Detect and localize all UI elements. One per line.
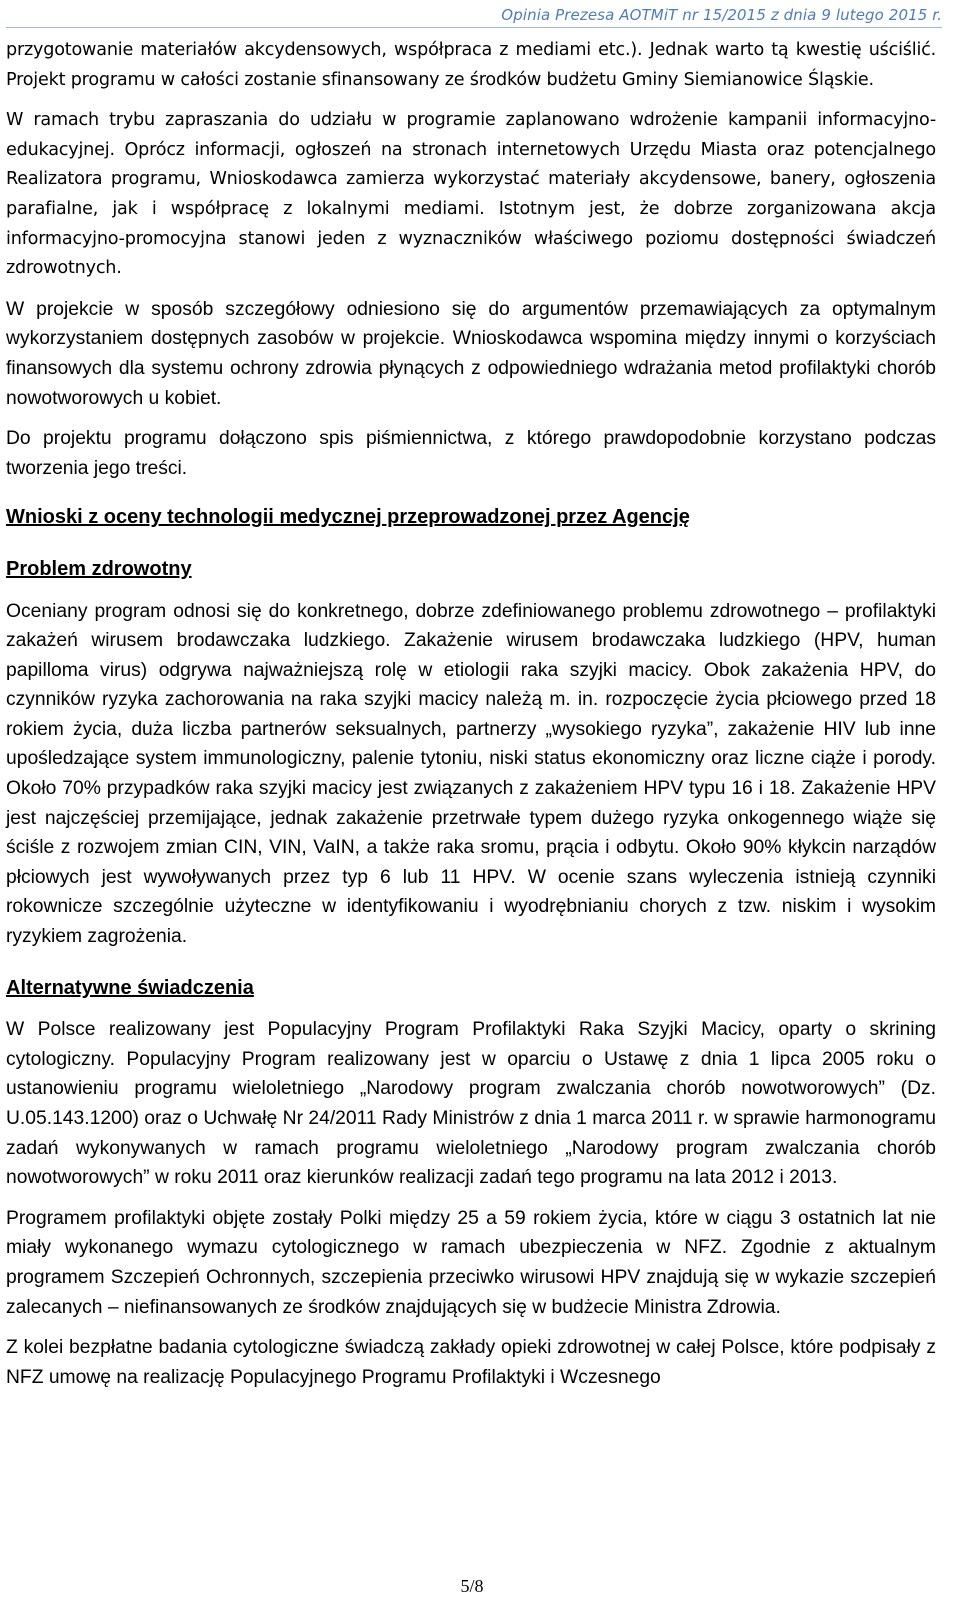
section-heading-conclusions: Wnioski z oceny technologii medycznej przeprowadzonej przez Agencję (6, 506, 690, 529)
paragraph-resources: W projekcie w sposób szczegółowy odniesiono się do argumentów przemawiających za optymalnym wykorzystaniem dostępnych zasobów w projekcie. Wnioskodawca wspomina między innymi o korzyściach finansowych dla systemu ochrony zdrowia płynących z odpowiedniego wdrażania metod profilaktyki chorób nowotworowych u kobiet. (6, 298, 936, 409)
paragraph-bibliography: Do projektu programu dołączono spis piśmiennictwa, z którego prawdopodobnie korzystano podczas tworzenia jego treści. (6, 428, 936, 479)
paragraph-health-problem: Oceniany program odnosi się do konkretnego, dobrze zdefiniowanego problemu zdrowotnego – profilaktyki zakażeń wirusem brodawczaka ludzkiego. Zakażenie wirusem brodawczaka ludzkiego (HPV, human papilloma virus) odgrywa najważniejszą rolę w etiologii raka szyjki macicy. Obok zakażenia HPV, do czynników ryzyka zachorowania na raka szyjki macicy należą m. in. rozpoczęcie życia płciowego przed 18 rokiem życia, duża liczba partnerów seksualnych, partnerzy „wysokiego ryzyka”, zakażenie HIV lub inne upośledzające system immunologiczny, palenie tytoniu, niski status ekonomiczny oraz liczne ciąże i porody. Około 70% przypadków raka szyjki macicy jest związanych z zakażeniem HPV typu 16 i 18. Zakażenie HPV jest najczęściej przemijające, jednak zakażenie przetrwałe typem dużego ryzyka onkogennego wiąże się ściśle z rozwojem zmian CIN, VIN, VaIN, a także raka sromu, prącia i odbytu. Około 90% kłykcin narządów płciowych jest wywoływanych przez typ 6 lub 11 HPV. W ocenie szans wyleczenia istnieją czynniki rokownicze szczególnie użyteczne w identyfikowaniu i wyodrębnianiu chorych z tzw. niskim i wysokim ryzykiem zagrożenia. (6, 600, 936, 948)
section-heading-alternatives: Alternatywne świadczenia (6, 976, 254, 999)
paragraph-alternatives-2: Programem profilaktyki objęte zostały Polki między 25 a 59 rokiem życia, które w ciągu 3 ostatnich lat nie miały wykonanego wymazu cytologicznego w ramach ubezpieczenia w NFZ. Zgodnie z aktualnym programem Szczepień Ochronnych, szczepienia przeciwko wirusowi HPV znajdują się w wykazie szczepień zalecanych – niefinansowanych ze środków znajdujących się w budżecie Ministra Zdrowia. (6, 1207, 936, 1318)
section-heading-health-problem: Problem zdrowotny (6, 557, 192, 580)
paragraph-alternatives-1: W Polsce realizowany jest Populacyjny Program Profilaktyki Raka Szyjki Macicy, oparty o skrining cytologiczny. Populacyjny Program realizowany jest w oparciu o Ustawę z dnia 1 lipca 2005 roku o ustanowieniu programu wieloletniego „Narodowy program zwalczania chorób nowotworowych” (Dz. U.05.143.1200) oraz o Uchwałę Nr 24/2011 Rady Ministrów z dnia 1 marca 2011 r. w sprawie harmonogramu zadań wykonywanych w ramach programu wieloletniego „Narodowy program zwalczania chorób nowotworowych” w roku 2011 oraz kierunków realizacji zadań tego programu na lata 2012 i 2013. (6, 1019, 936, 1189)
page-number: 5/8 (460, 1576, 484, 1596)
paragraph-alternatives-3: Z kolei bezpłatne badania cytologiczne świadczą zakłady opieki zdrowotnej w całej Polsce, które podpisały z NFZ umowę na realizację Populacyjnego Programu Profilaktyki i Wczesnego (6, 1337, 936, 1388)
paragraph-campaign: W ramach trybu zapraszania do udziału w programie zaplanowano wdrożenie kampanii informacyjno-edukacyjnej. Oprócz informacji, ogłoszeń na stronach internetowych Urzędu Miasta oraz potencjalnego Realizatora programu, Wnioskodawca zamierza wykorzystać materiały akcydensowe, banery, ogłoszenia parafialne, jak i współpracę z lokalnymi mediami. Istotnym jest, że dobrze zorganizowana akcja informacyjno-promocyjna stanowi jeden z wyznaczników właściwego poziomu dostępności świadczeń zdrowotnych. (6, 110, 936, 279)
paragraph-materials: przygotowanie materiałów akcydensowych, współpraca z mediami etc.). Jednak warto tą kwestię uściślić. Projekt programu w całości zostanie sfinansowany ze środków budżetu Gminy Siemianowice Śląskie. (6, 40, 936, 90)
document-header: Opinia Prezesa AOTMiT nr 15/2015 z dnia 9 lutego 2015 r. (501, 6, 942, 24)
header-divider (6, 27, 942, 28)
document-body (6, 36, 936, 1403)
